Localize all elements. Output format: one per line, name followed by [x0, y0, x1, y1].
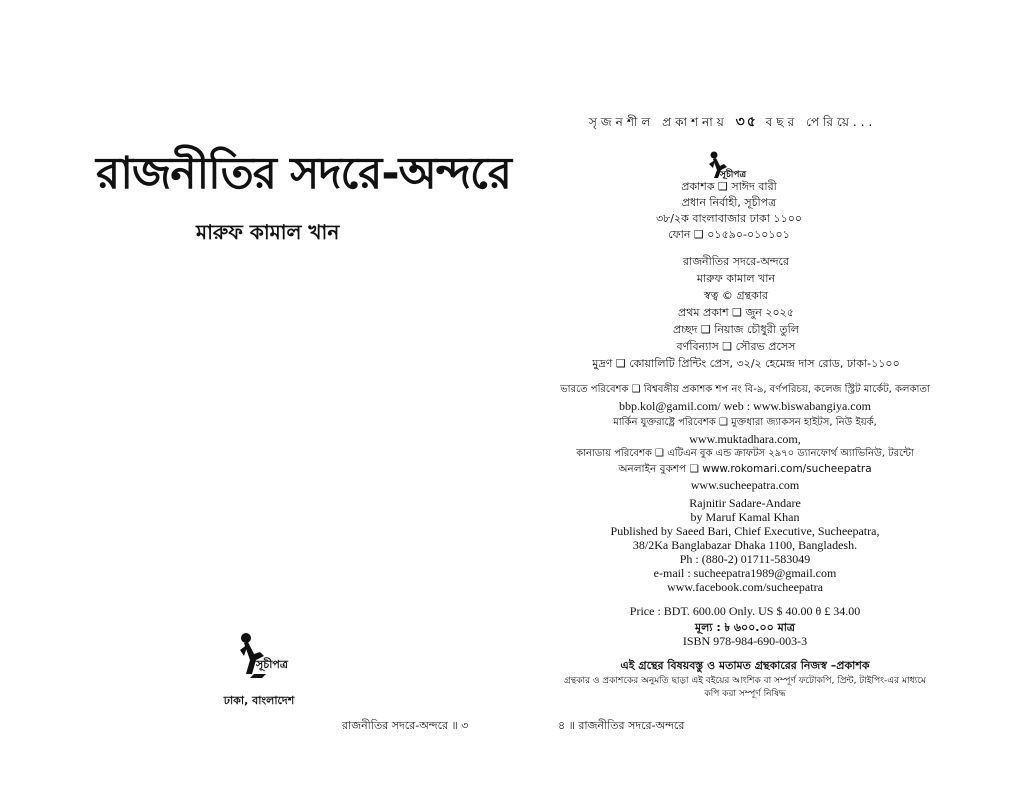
publisher-city: ঢাকা, বাংলাদেশ: [223, 694, 295, 707]
publisher-phone-line: ফোন ❑ ০১৫৯০-০১০১০১: [668, 228, 790, 241]
book-info-copyright: স্বত্ব © গ্রন্থকার: [703, 289, 769, 302]
distributor-usa-web: www.muktadhara.com,: [689, 432, 801, 446]
book-info-title: রাজনীতির সদরে-অন্দরে: [682, 255, 790, 268]
publisher-tagline: [589, 110, 876, 134]
tagline-number: ৩৫: [735, 114, 758, 130]
book-info-author: মারুফ কামাল খান: [696, 272, 776, 285]
book-info-typesetting: বর্ণবিন্যাস ❑ সৌরভ প্রসেস: [676, 340, 796, 353]
publisher-logo: [236, 630, 288, 682]
tagline-post: বছর পেরিয়ে...: [765, 115, 877, 129]
english-publisher: Published by Saeed Bari, Chief Executive, Sucheepatra,: [610, 524, 880, 538]
copy-prohibition-line1: গ্রন্থকার ও প্রকাশকের অনুমতি ছাড়া এই বইয়ের আংশিক বা সম্পূর্ণ ফটোকপি, প্রিন্ট, টাইপিং-এর মাধ্যমে: [564, 676, 926, 686]
tagline-pre: সৃজনশীল প্রকাশনায়: [589, 115, 728, 129]
rights-notice: এই গ্রন্থের বিষয়বস্তু ও মতামত গ্রন্থকারের নিজস্ব –প্রকাশক: [620, 659, 870, 672]
publisher-name-line: প্রকাশক ❑ সাঈদ বারী: [681, 180, 777, 193]
book-title: রাজনীতির সদরে-অন্দরে: [96, 148, 511, 199]
english-email: e-mail : sucheepatra1989@gmail.com: [653, 566, 837, 580]
english-phone: Ph : (880-2) 01711-583049: [679, 552, 811, 566]
publisher-website: www.sucheepatra.com: [690, 478, 800, 492]
price-english: Price : BDT. 600.00 Only. US $ 40.00 θ £ 34.00: [629, 604, 861, 618]
distributor-canada: কানাডায় পরিবেশক ❑ এটিএন বুক এন্ড ক্রাফটস ২৯৭০ ড্যানফোর্থ অ্যাভিনিউ, টরন্টো: [576, 448, 914, 459]
author-name: মারুফ কামাল খান: [196, 220, 340, 244]
publisher-title-line: প্রধান নির্বাহী, সূচীপত্র: [681, 196, 777, 209]
copy-prohibition-line2: কপি করা সম্পূর্ণ নিষিদ্ধ: [704, 689, 786, 699]
price-bengali: মূল্য : ৳ ৬০০.০০ মাত্র: [694, 621, 796, 634]
english-title: Rajnitir Sadare-Andare: [689, 496, 801, 510]
publisher-logo-small-text: সূচীপত্র: [720, 170, 747, 180]
distributor-india: ভারতে পরিবেশক ❑ বিশ্ববঙ্গীয় প্রকাশক শপ নং বি-৯, বর্ণপরিচয়, কলেজ স্ট্রিট মার্কেট, কলকাতা: [560, 384, 930, 395]
book-info-first-edition: প্রথম প্রকাশ ❑ জুন ২০২৫: [678, 306, 794, 319]
book-info-printer: মুদ্রণ ❑ কোয়ালিটি প্রিন্টিং প্রেস, ৩২/২ হেমেন্দ্র দাস রোড, ঢাকা-১১০০: [592, 357, 900, 370]
isbn: ISBN 978-984-690-003-3: [682, 634, 808, 648]
publisher-address-line: ৩৮/২ক বাংলাবাজার ঢাকা ১১০০: [655, 212, 803, 225]
publisher-logo-text: সূচীপত্র: [256, 658, 288, 671]
english-author: by Maruf Kamal Khan: [690, 510, 800, 524]
book-info-cover: প্রচ্ছদ ❑ নিয়াজ চৌধুরী তুলি: [673, 323, 799, 336]
page-footer-left: রাজনীতির সদরে-অন্দরে ॥ ৩: [342, 719, 469, 732]
publisher-logo-small: [707, 150, 745, 180]
distributor-india-web: bbp.kol@gamil.com/ web : www.biswabangiya.com: [619, 399, 871, 413]
distributor-usa: মার্কিন যুক্তরাষ্ট্রে পরিবেশক ❑ মুক্তধারা জ্যাকসন হাইটস, নিউ ইয়র্ক,: [613, 417, 877, 428]
online-bookshop: অনলাইন বুকশপ ❑ www.rokomari.com/sucheepatra: [618, 463, 872, 475]
english-address: 38/2Ka Banglabazar Dhaka 1100, Bangladesh.: [632, 538, 858, 552]
page-footer-right: ৪ ॥ রাজনীতির সদরে-অন্দরে: [558, 719, 685, 732]
english-facebook: www.facebook.com/sucheepatra: [667, 580, 823, 594]
